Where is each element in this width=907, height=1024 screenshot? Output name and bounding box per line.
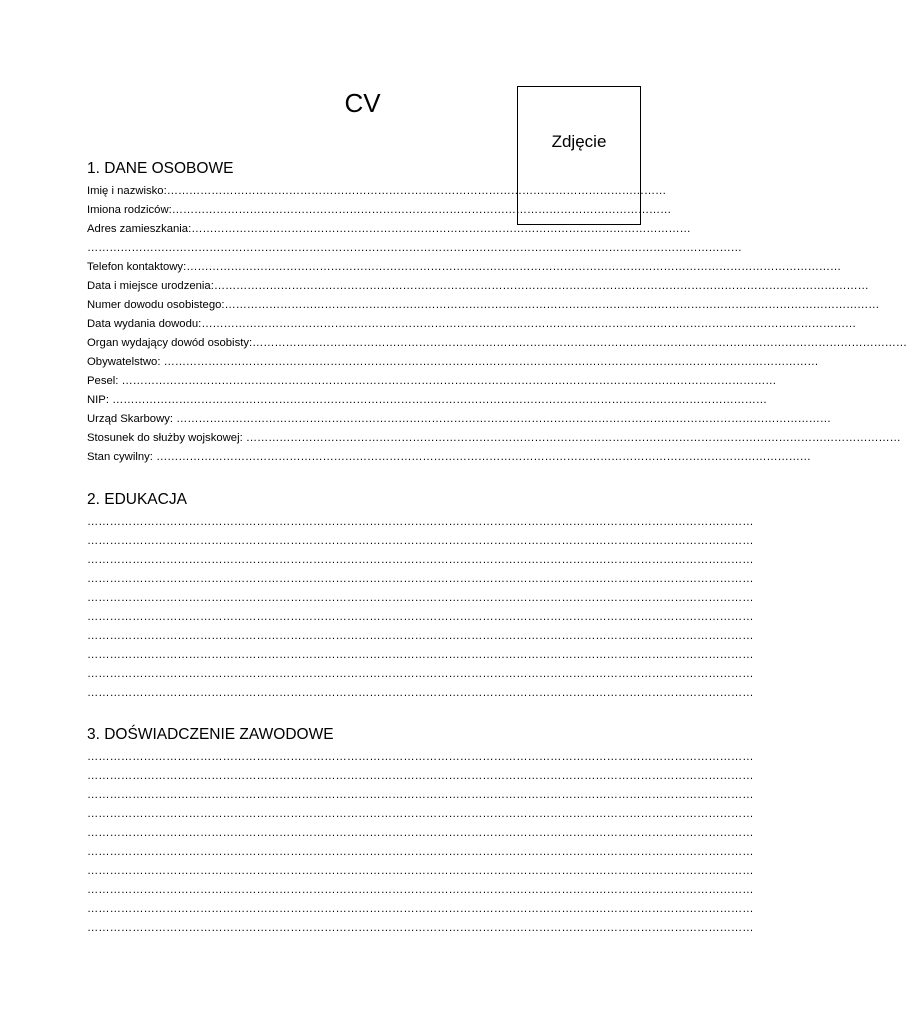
field-imiona-rodzicow: Imiona rodziców:……………………………………………………………………………………………………………………… [87, 204, 672, 216]
experience-line: …………………………………………………………………………………………………………………………………………………………… [87, 789, 754, 801]
photo-label: Zdjęcie [551, 132, 607, 151]
field-organ-wydajacy: Organ wydający dowód osobisty:…………………………………………………………………………………………………………………………………………………………… [87, 337, 907, 349]
field-adres: Adres zamieszkania:……………………………………………………………………………………………………………………… [87, 223, 691, 235]
field-numer-dowodu: Numer dowodu osobistego:…………………………………………………………………………………………………………………………………………………………… [87, 299, 880, 311]
field-adres-continued: …………………………………………………………………………………………………………………………………………………………… [87, 242, 742, 254]
education-line: …………………………………………………………………………………………………………………………………………………………… [87, 630, 754, 642]
section-heading-personal: 1. DANE OSOBOWE [87, 160, 234, 177]
education-line: …………………………………………………………………………………………………………………………………………………………… [87, 516, 754, 528]
experience-line: …………………………………………………………………………………………………………………………………………………………… [87, 846, 754, 858]
field-data-wydania-dowodu: Data wydania dowodu:…………………………………………………………………………………………………………………………………………………………… [87, 318, 857, 330]
experience-line: …………………………………………………………………………………………………………………………………………………………… [87, 808, 754, 820]
section-heading-experience: 3. DOŚWIADCZENIE ZAWODOWE [87, 726, 334, 743]
experience-line: …………………………………………………………………………………………………………………………………………………………… [87, 751, 754, 763]
education-line: …………………………………………………………………………………………………………………………………………………………… [87, 611, 754, 623]
field-stan-cywilny: Stan cywilny: …………………………………………………………………………………………………………………………………………………………… [87, 451, 811, 463]
experience-line: …………………………………………………………………………………………………………………………………………………………… [87, 827, 754, 839]
education-line: …………………………………………………………………………………………………………………………………………………………… [87, 668, 754, 680]
field-telefon: Telefon kontaktowy:…………………………………………………………………………………………………………………………………………………………… [87, 261, 841, 273]
experience-line: …………………………………………………………………………………………………………………………………………………………… [87, 922, 754, 934]
field-imie-nazwisko: Imię i nazwisko:……………………………………………………………………………………………………………………… [87, 185, 667, 197]
education-line: …………………………………………………………………………………………………………………………………………………………… [87, 573, 754, 585]
experience-line: …………………………………………………………………………………………………………………………………………………………… [87, 865, 754, 877]
experience-line: …………………………………………………………………………………………………………………………………………………………… [87, 884, 754, 896]
cv-title: CV [344, 88, 381, 118]
field-nip: NIP: …………………………………………………………………………………………………………………………………………………………… [87, 394, 767, 406]
field-data-miejsce-urodzenia: Data i miejsce urodzenia:…………………………………………………………………………………………………………………………………………………………… [87, 280, 869, 292]
experience-line: …………………………………………………………………………………………………………………………………………………………… [87, 903, 754, 915]
field-pesel: Pesel: …………………………………………………………………………………………………………………………………………………………… [87, 375, 777, 387]
education-line: …………………………………………………………………………………………………………………………………………………………… [87, 592, 754, 604]
field-obywatelstwo: Obywatelstwo: …………………………………………………………………………………………………………………………………………………………… [87, 356, 819, 368]
education-line: …………………………………………………………………………………………………………………………………………………………… [87, 687, 754, 699]
field-sluzba-wojskowa: Stosunek do służby wojskowej: …………………………………………………………………………………………………………………………………………………………… [87, 432, 901, 444]
education-line: …………………………………………………………………………………………………………………………………………………………… [87, 554, 754, 566]
education-line: …………………………………………………………………………………………………………………………………………………………… [87, 649, 754, 661]
section-heading-education: 2. EDUKACJA [87, 491, 187, 508]
experience-line: …………………………………………………………………………………………………………………………………………………………… [87, 770, 754, 782]
field-urzad-skarbowy: Urząd Skarbowy: …………………………………………………………………………………………………………………………………………………………… [87, 413, 831, 425]
education-line: …………………………………………………………………………………………………………………………………………………………… [87, 535, 754, 547]
